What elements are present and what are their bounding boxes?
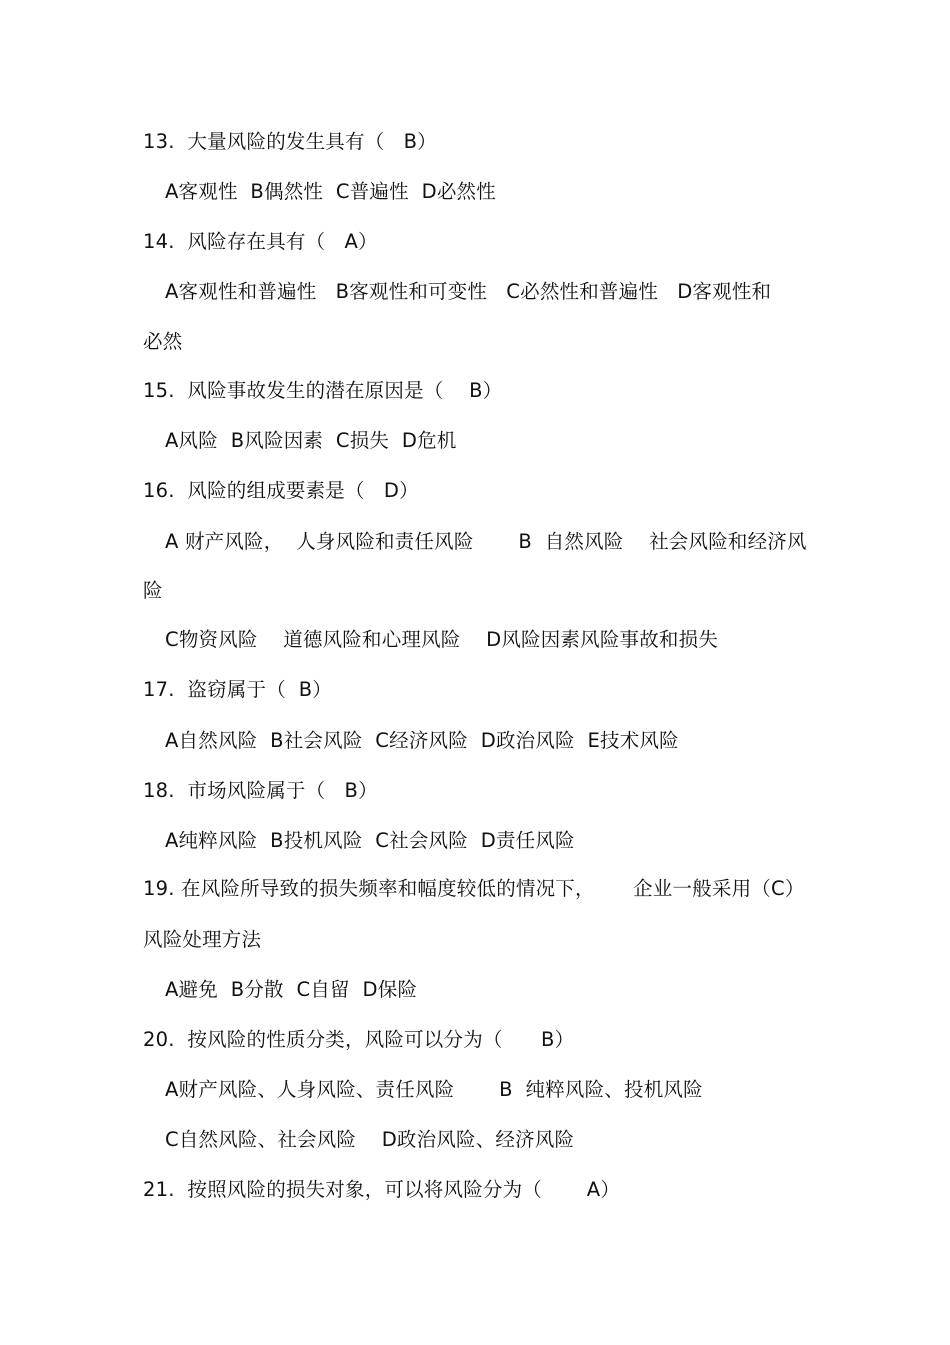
question-15: 15. 风险事故发生的潜在原因是（ B） [143,379,503,402]
options-13: A客观性 B偶然性 C普遍性 D必然性 [165,180,496,203]
question-21: 21. 按照风险的损失对象，可以将风险分为（ A） [143,1178,621,1201]
options-20-line-1: A财产风险、人身风险、责任风险 B 纯粹风险、投机风险 [165,1078,703,1101]
question-16: 16. 风险的组成要素是（ D） [143,479,419,502]
options-16-wrap: 险 [143,579,163,602]
question-19: 19. 在风险所导致的损失频率和幅度较低的情况下， 企业一般采用（C） [143,877,805,900]
options-18: A纯粹风险 B投机风险 C社会风险 D责任风险 [165,829,575,852]
question-17: 17. 盗窃属于（ B） [143,678,332,701]
options-14-wrap: 必然 [143,330,183,353]
options-19: A避免 B分散 C自留 D保险 [165,978,418,1001]
options-17: A自然风险 B社会风险 C经济风险 D政治风险 E技术风险 [165,729,679,752]
question-14: 14. 风险存在具有（ A） [143,230,378,253]
question-19-wrap: 风险处理方法 [143,928,262,951]
question-20: 20. 按风险的性质分类，风险可以分为（ B） [143,1028,575,1051]
options-20-line-2: C自然风险、社会风险 D政治风险、经济风险 [165,1128,575,1151]
question-13: 13. 大量风险的发生具有（ B） [143,130,437,153]
options-15: A风险 B风险因素 C损失 D危机 [165,429,457,452]
options-16-line-1: A 财产风险， 人身风险和责任风险 B 自然风险 社会风险和经济风 [165,530,807,553]
options-14: A客观性和普遍性 B客观性和可变性 C必然性和普遍性 D客观性和 [165,280,772,303]
question-18: 18. 市场风险属于（ B） [143,779,378,802]
options-16-line-2: C物资风险 道德风险和心理风险 D风险因素风险事故和损失 [165,628,719,651]
